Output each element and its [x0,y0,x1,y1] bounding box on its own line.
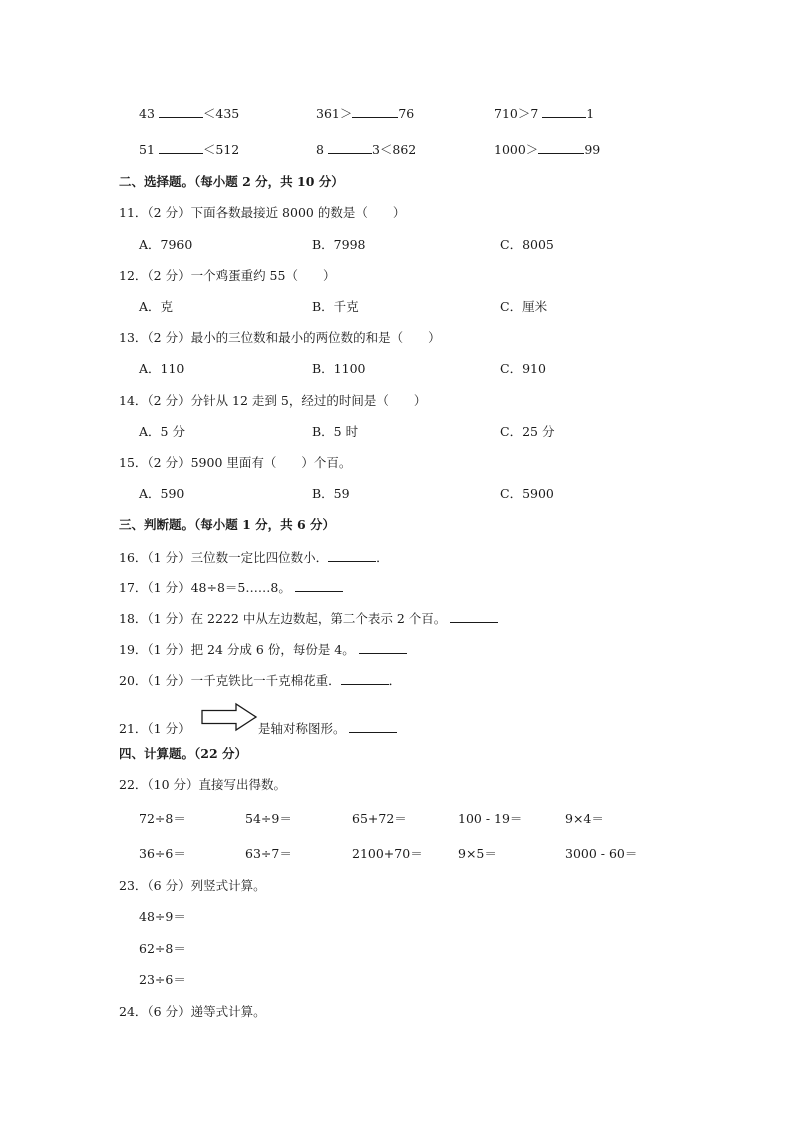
option-b[interactable]: B．5 时 [312,424,359,439]
answer-blank[interactable] [159,106,203,118]
vertical-calc-item: 23÷6＝ [139,972,186,987]
question-stem: 11．（2 分）下面各数最接近 8000 的数是（ ） [119,205,406,220]
compare-text: 76 [398,106,415,121]
oral-calc-item: 54÷9＝ [245,811,292,826]
option-c[interactable]: C．25 分 [500,424,555,439]
section-title-judge: 三、判断题。（每小题 1 分，共 6 分） [119,517,336,532]
oral-calc-item: 100 - 19＝ [458,811,523,826]
vertical-calc-item: 48÷9＝ [139,909,186,924]
option-b[interactable]: B．7998 [312,237,366,252]
answer-blank[interactable] [349,721,397,733]
judge-question [119,673,401,689]
compare-item [139,106,239,122]
judge-question [258,721,397,737]
option-b[interactable]: B．千克 [312,299,359,314]
option-c[interactable]: C．910 [500,361,546,376]
answer-blank[interactable] [328,550,376,562]
compare-item [494,106,594,122]
compare-item [494,142,600,158]
answer-blank[interactable] [352,106,398,118]
question-text: 20．（1 分）一千克铁比一千克棉花重． [119,673,341,688]
judge-question [119,550,389,566]
judge-question [119,611,498,627]
option-c[interactable]: C．厘米 [500,299,548,314]
option-c[interactable]: C．5900 [500,486,554,501]
compare-text: 8 [316,142,328,157]
compare-item [139,142,239,158]
question-text: 16．（1 分）三位数一定比四位数小． [119,550,329,565]
compare-text: 710＞7 [494,106,543,121]
question-text: 18．（1 分）在 2222 中从左边数起，第二个表示 2 个百。 [119,611,451,626]
compare-text: ＜435 [202,106,240,121]
vertical-calc-item: 62÷8＝ [139,941,186,956]
question-stem: 24．（6 分）递等式计算。 [119,1004,266,1019]
option-a[interactable]: A．590 [139,486,185,501]
compare-text: 1000＞ [494,142,539,157]
compare-text: ＜512 [202,142,240,157]
question-text: 是轴对称图形。 [258,721,350,736]
answer-blank[interactable] [328,142,372,154]
judge-question [119,580,343,596]
question-tail: ． [376,550,389,565]
oral-calc-item: 72÷8＝ [139,811,186,826]
compare-text: 51 [139,142,159,157]
question-stem: 15．（2 分）5900 里面有（ ）个百。 [119,455,352,470]
compare-text: 43 [139,106,159,121]
question-tail: ． [388,673,402,688]
option-b[interactable]: B．59 [312,486,350,501]
answer-blank[interactable] [359,642,407,654]
compare-text: 99 [584,142,601,157]
question-stem: 14．（2 分）分针从 12 走到 5，经过的时间是（ ） [119,393,427,408]
answer-blank[interactable] [450,611,498,623]
compare-item [316,106,414,122]
compare-text: 361＞ [316,106,353,121]
section-title-choice: 二、选择题。（每小题 2 分，共 10 分） [119,174,344,189]
compare-text: 1 [586,106,595,121]
section-title-calc: 四、计算题。（22 分） [119,746,247,761]
question-stem: 23．（6 分）列竖式计算。 [119,878,266,893]
compare-text: 3＜862 [371,142,417,157]
oral-calc-item: 9×5＝ [458,846,497,861]
question-stem: 22．（10 分）直接写出得数。 [119,777,287,792]
question-text: 19．（1 分）把 24 分成 6 份，每份是 4。 [119,642,359,657]
question-stem: 13．（2 分）最小的三位数和最小的两位数的和是（ ） [119,330,441,345]
option-a[interactable]: A．7960 [139,237,193,252]
question-stem: 12．（2 分）一个鸡蛋重约 55（ ） [119,268,336,283]
oral-calc-item: 2100+70＝ [352,846,423,861]
option-b[interactable]: B．1100 [312,361,366,376]
option-a[interactable]: A．克 [139,299,174,314]
oral-calc-item: 9×4＝ [565,811,604,826]
compare-item [316,142,416,158]
oral-calc-item: 36÷6＝ [139,846,186,861]
question-text: 17．（1 分）48÷8＝5……8。 [119,580,295,595]
answer-blank[interactable] [341,673,389,685]
q21-prefix: 21．（1 分） [119,721,191,736]
oral-calc-item: 3000 - 60＝ [565,846,638,861]
option-a[interactable]: A．110 [139,361,185,376]
answer-blank[interactable] [538,142,584,154]
option-c[interactable]: C．8005 [500,237,554,252]
option-a[interactable]: A．5 分 [139,424,185,439]
judge-question [119,642,407,658]
arrow-figure [200,702,258,732]
answer-blank[interactable] [295,580,343,592]
oral-calc-item: 65+72＝ [352,811,407,826]
oral-calc-item: 63÷7＝ [245,846,292,861]
answer-blank[interactable] [542,106,586,118]
answer-blank[interactable] [159,142,203,154]
